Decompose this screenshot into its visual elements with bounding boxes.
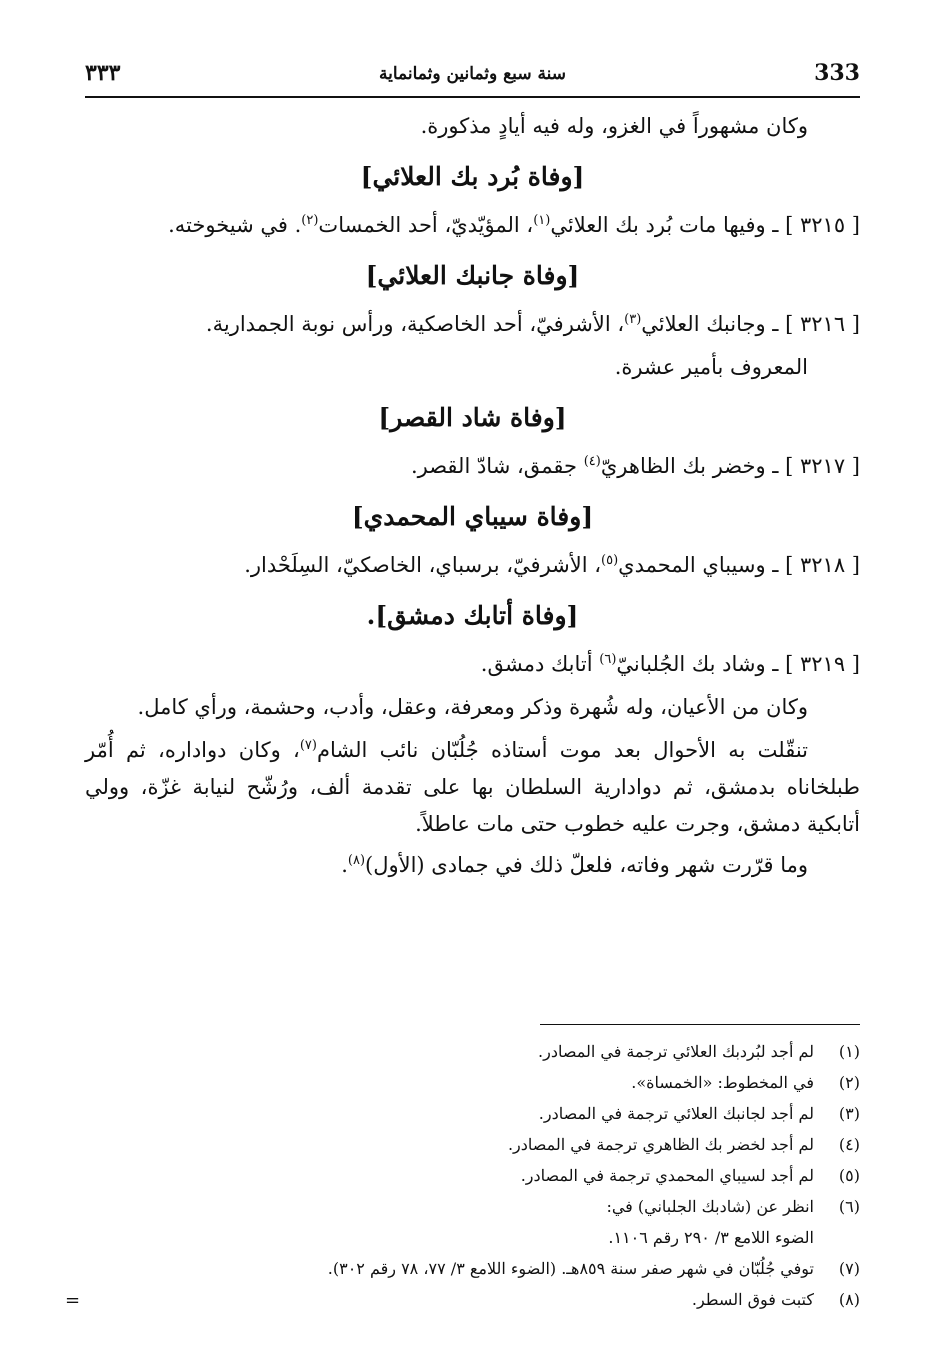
footnote-ref: (٦) [599, 652, 617, 667]
footnote-ref: (٨) [347, 853, 366, 868]
footnote: (٥) لم أجد لسيباي المحمدي ترجمة في المصادر. [520, 1166, 860, 1185]
section-heading: [وفاة جانبك العلائي] [365, 261, 580, 290]
footnote: (٦) انظر عن (شادبك الجلباني) في: [606, 1197, 860, 1216]
footnote: (٤) لم أجد لخضر بك الظاهري ترجمة في المصادر. [507, 1135, 860, 1154]
footnote: (٨) كتبت فوق السطر. [691, 1290, 860, 1309]
main-text [85, 108, 860, 884]
page-header [85, 56, 860, 98]
entry-3217: [ ٣٢١٧ ] ـ وخضر بك الظاهريّ$^{(٤)}$ جقمق، شادّ القصر. [410, 454, 860, 478]
footnote-continuation: الضوء اللامع ٣/ ٢٩٠ رقم ١١٠٦. [608, 1228, 814, 1247]
footnote: (٢) في المخطوط: «الخمساة». [631, 1073, 860, 1092]
paragraph: المعروف بأمير عشرة. [614, 355, 808, 379]
section-heading: [وفاة بُرد بك العلائي] [360, 162, 585, 191]
footnote: (١) لم أجد لبُردبك العلائي ترجمة في المصادر. [538, 1042, 860, 1061]
entry-3218: [ ٣٢١٨ ] ـ وسيباي المحمدي$^{(٥)}$، الأشرفيّ، برسباي، الخاصكيّ، السِلَحْدار. [244, 553, 860, 577]
page-number-latin: 333 [814, 60, 860, 86]
paragraph: وكان من الأعيان، وله شُهرة وذكر ومعرفة، وعقل، وأدب، وحشمة، ورأي كامل. [137, 695, 808, 719]
paragraph: تنقّلت به الأحوال بعد موت أستاذه جُلُبّان نائب الشام$^{(٧)}$، وكان دواداره، ثم أُمّر طبلخاناه بدمشق، ثم دوادارية السلطان بها على تقدمة ألف، ورُشّح لنيابة غزّة، وولي أتابكية دمشق، وجرت عليه خطوب حتى مات عاطلاً. [85, 738, 860, 836]
running-title: سنة سبع وثمانين وثمانماية [379, 64, 566, 84]
footnotes [85, 1036, 860, 1315]
footnote-ref: (٥) [601, 553, 619, 568]
section-heading: [وفاة أتابك دمشق]. [366, 601, 579, 630]
footnote-ref: (١) [533, 213, 551, 228]
section-heading: [وفاة شاد القصر] [378, 403, 567, 432]
footnote: (٣) لم أجد لجانبك العلائي ترجمة في المصادر. [538, 1104, 860, 1123]
footnote-ref: (٣) [624, 312, 642, 327]
paragraph: وما قرّرت شهر وفاته، فلعلّ ذلك في جمادى (الأول)$^{(٨)}$. [341, 853, 808, 877]
margin-mark: = [65, 1290, 81, 1311]
section-heading: [وفاة سيباي المحمدي] [351, 502, 594, 531]
page-number-arabic: ٣٣٣ [85, 60, 121, 86]
footnote-ref: (٤) [583, 454, 601, 469]
footnote-separator [540, 1024, 860, 1025]
footnote-ref: (٧) [299, 738, 317, 753]
entry-3215: [ ٣٢١٥ ] ـ وفيها مات بُرد بك العلائي$^{(١)}$، المؤيّديّ، أحد الخمسات$^{(٢)}$. في شيخوخته. [168, 213, 860, 237]
entry-3219: [ ٣٢١٩ ] ـ وشاد بك الجُلبانيّ$^{(٦)}$ أتابك دمشق. [480, 652, 860, 676]
entry-3216: [ ٣٢١٦ ] ـ وجانبك العلائي$^{(٣)}$، الأشرفيّ، أحد الخاصكية، ورأس نوبة الجمدارية. [205, 312, 860, 336]
footnote: (٧) توفي جُلُبّان في شهر صفر سنة ٨٥٩هـ. (الضوء اللامع ٣/ ٧٧، ٧٨ رقم ٣٠٢). [327, 1259, 860, 1278]
footnote-ref: (٢) [301, 213, 319, 228]
paragraph: وكان مشهوراً في الغزو، وله فيه أيادٍ مذكورة. [420, 114, 808, 138]
